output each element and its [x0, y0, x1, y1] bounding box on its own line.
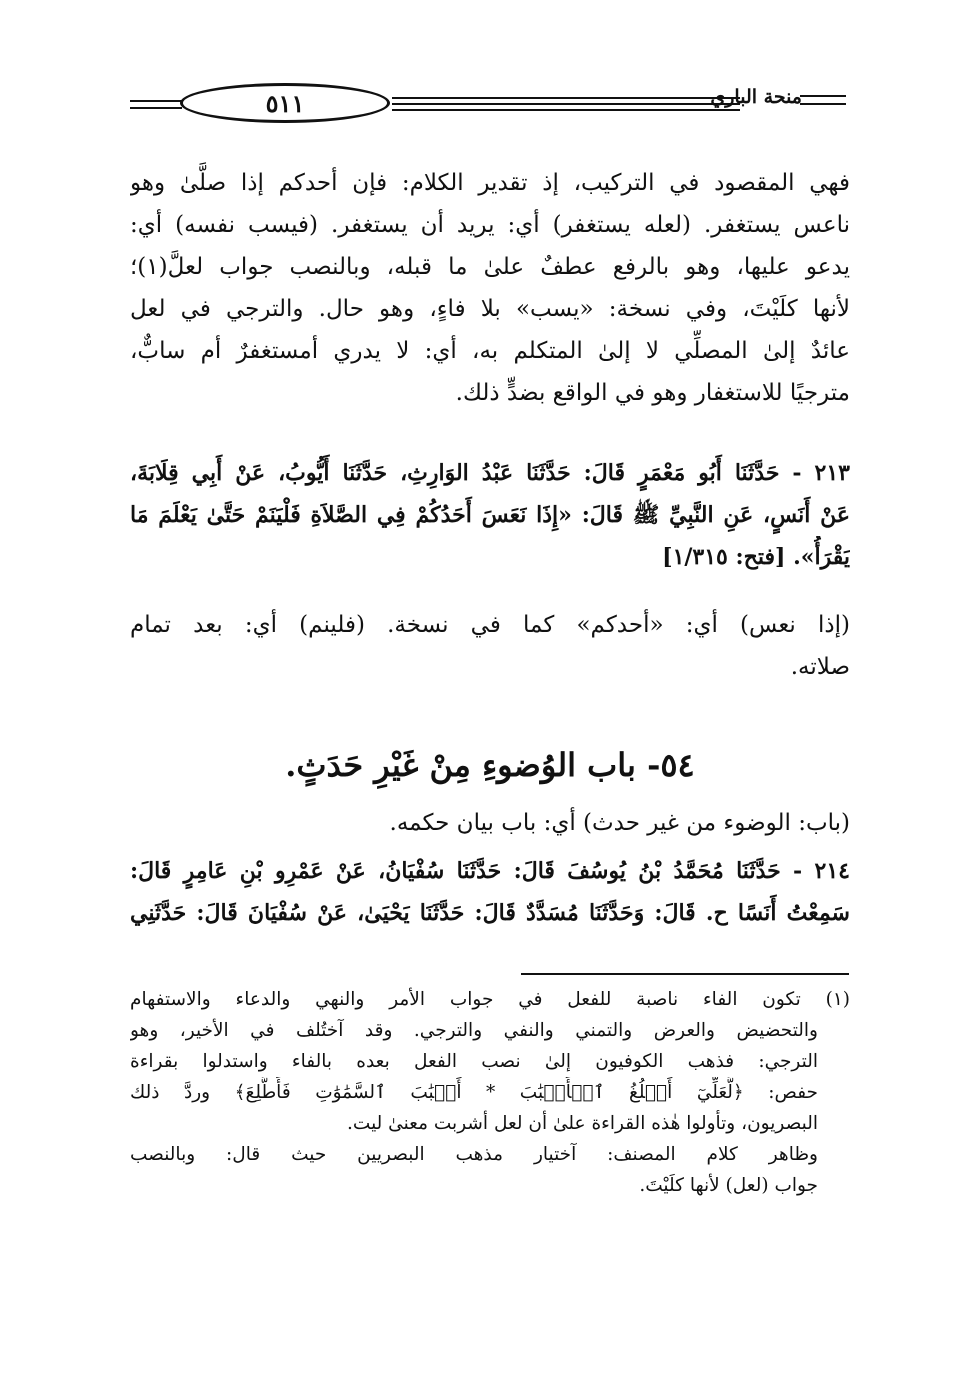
text-line: فهي المقصود في التركيب، إذ تقدير الكلام: فإن أحدكم إذا صلَّىٰ وهو: [130, 170, 850, 196]
page-number-frame: [180, 83, 390, 123]
footnote-line: البصريون، وتأولوا هٰذه القراءة علىٰ أن لعل أشربت معنىٰ ليت.: [347, 1113, 818, 1134]
hadith-213: [130, 452, 850, 578]
footnote-line: جواب (لعل) لأنها كلَيْتَ.: [639, 1175, 818, 1196]
footnote-line: (١) تكون الفاء ناصبة للفعل في جواب الأمر والنهي والدعاء والاستفهام: [130, 989, 850, 1010]
header-rule: [392, 103, 740, 105]
header-rule: [392, 97, 740, 99]
hadith-line: ٢١٤ - حَدَّثَنَا مُحَمَّدُ بْنُ يُوسُفَ قَالَ: حَدَّثَنَا سُفْيَانُ، عَنْ عَمْرِو بْنِ عَامِرٍ قَالَ:: [130, 858, 850, 884]
footnotes: [130, 984, 850, 1201]
text-line: يدعو عليها، وهو بالرفع عطفٌ علىٰ ما قبله، وبالنصب جواب لعلَّ(١)؛: [130, 254, 850, 280]
page-number: ٥١١: [265, 88, 305, 118]
chapter-heading: ٥٤- باب الوُضوءِ مِنْ غَيْرِ حَدَثٍ.: [285, 746, 695, 784]
text-line: لأنها كلَيْتَ، وفي نسخة: «يسب» بلا فاءٍ، وهو حال. والترجي في لعل: [130, 296, 850, 322]
header-rule: [392, 109, 740, 111]
commentary-paragraph: [130, 162, 850, 414]
footnote-line: وظاهر كلام المصنف: آختيار مذهب البصريين حيث قال: وبالنصب: [130, 1144, 818, 1165]
footnote-line: والتحضيض والعرض والتمني والنفي والترجي. وقد آختُلف في الأخير، وهو: [130, 1020, 818, 1041]
running-title: منحة الباري: [710, 86, 802, 108]
hadith-line: ٢١٣ - حَدَّثَنَا أَبُو مَعْمَرٍ قَالَ: حَدَّثَنَا عَبْدُ الوَارِثِ، حَدَّثَنَا أَيُّوبُ، عَنْ أَبِي قِلَابَةَ،: [130, 460, 850, 486]
commentary-paragraph: [130, 604, 850, 688]
text-line: (إذا نعس) أي: «أحدكم» كما في نسخة. (فلينم) أي: بعد تمام: [130, 612, 850, 638]
hadith-line: سَمِعْتُ أَنَسًا ح. قَالَ: وَحَدَّثَنَا مُسَدَّدٌ قَالَ: حَدَّثَنَا يَحْيَىٰ، عَنْ سُفْيَانَ قَالَ: حَدَّثَنِي: [130, 900, 850, 926]
footnote-line: الترجي: فذهب الكوفيون إلىٰ نصب الفعل بعده بالفاء واستدلوا بقراءة: [130, 1051, 818, 1072]
text-line: ناعس يستغفر. (لعله يستغفر) أي: يريد أن يستغفر. (فيسب نفسه) أي:: [130, 212, 850, 238]
footnote-line: حفص: ﴿لَّعَلِّيٓ أَبۡلُغُ ٱلۡأَسۡبَٰبَ * أَسۡبَٰبَ ٱلسَّمَٰوَٰتِ فَأَطَّلِعَ﴾ وردَّ ذلك: [130, 1082, 818, 1103]
hadith-line: عَنْ أَنَسٍ، عَنِ النَّبِيِّ ﷺ قَالَ: «إِذَا نَعَسَ أَحَدُكُمْ فِي الصَّلاَةِ فَلْيَنَمْ حَتَّىٰ يَعْلَمَ مَا: [130, 502, 850, 528]
text-line: عائدٌ إلىٰ المصلِّي لا إلىٰ المتكلم به، أي: لا يدري أمستغفرٌ أم سابٌّ،: [130, 338, 850, 364]
text-line: (باب: الوضوء من غير حدث) أي: باب بيان حكمه.: [389, 810, 850, 836]
header-rule: [130, 100, 182, 102]
text-line: صلاته.: [790, 654, 850, 680]
text-line: مترجيًا للاستغفار وهو في الواقع بضدٍّ ذلك.: [455, 380, 850, 406]
header-rule: [800, 103, 846, 105]
hadith-214: [130, 850, 850, 934]
hadith-line: يَقْرَأُ». [فتح: ١/٣١٥]: [662, 544, 850, 570]
commentary-paragraph: [130, 802, 850, 844]
header-rule: [800, 95, 846, 97]
page-header: [130, 80, 850, 130]
footnote-separator: [521, 973, 849, 975]
header-rule: [130, 107, 182, 109]
